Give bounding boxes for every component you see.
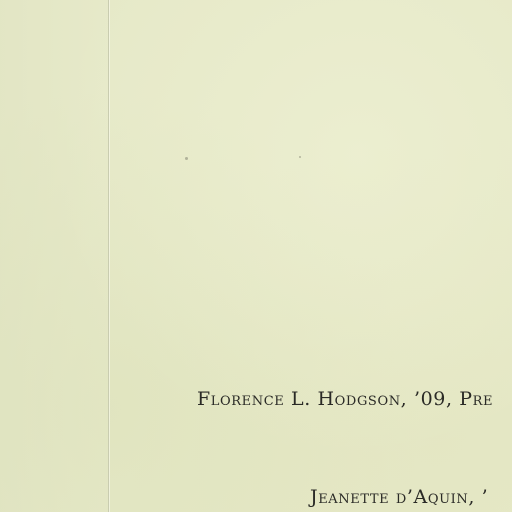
page-fold-line	[108, 0, 109, 512]
left-margin-strip	[0, 0, 108, 512]
officer-line-second: Jeanette d’Aquin, ’	[310, 486, 489, 508]
paper-speck	[185, 157, 188, 160]
officer-line-president: Florence L. Hodgson, ’09, Pre	[197, 388, 494, 410]
paper-speck	[299, 156, 301, 158]
